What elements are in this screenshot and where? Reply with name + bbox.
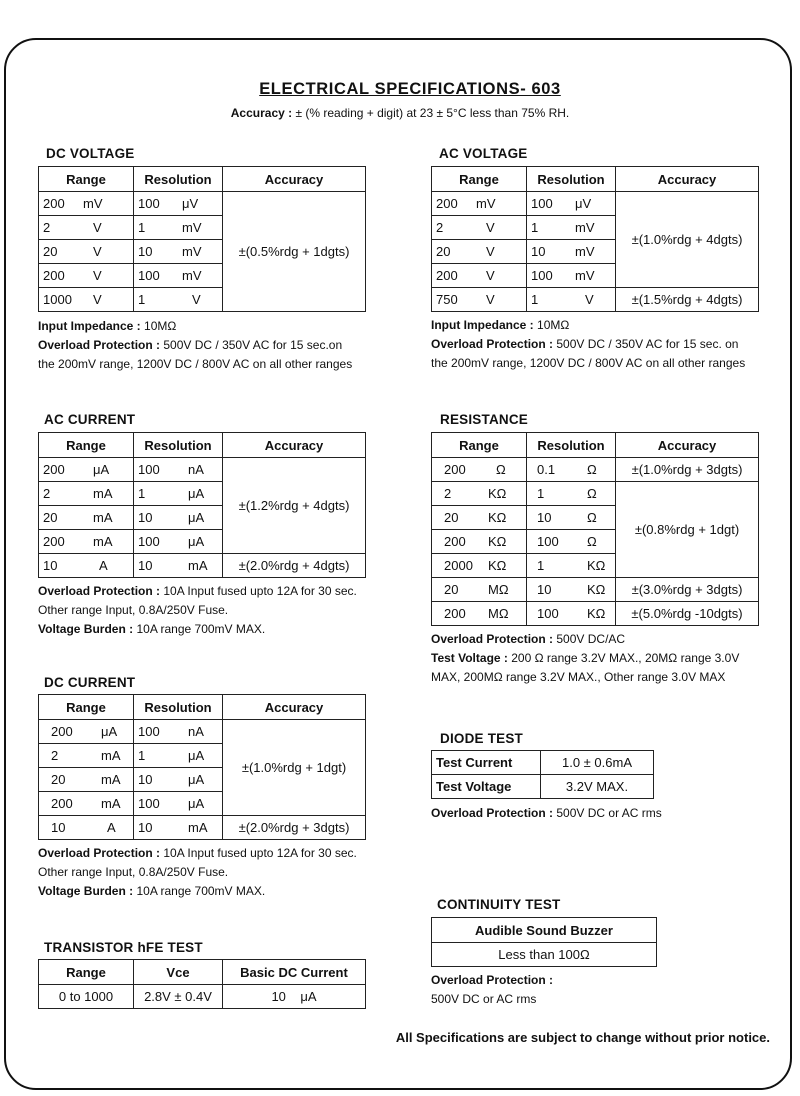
- table-row: Audible Sound Buzzer: [432, 918, 657, 943]
- ac-voltage-title: AC VOLTAGE: [439, 146, 528, 161]
- transistor-test-title: TRANSISTOR hFE TEST: [44, 940, 203, 955]
- resistance-table: Range Resolution Accuracy 200 Ω 0.1 Ω ±(1.0%rdg + 3dgts) 2 KΩ 1 Ω ±(0.8%rdg + 1dgt) 20 KΩ 10 Ω 200 KΩ 100 Ω 2000 KΩ 1 KΩ 20 MΩ 10 KΩ ±(3.0%rdg + 3dgts) 200 MΩ 100 KΩ ±(5.0%rdg -10dgts): [431, 432, 759, 626]
- table-row: 2 V 1 mV: [39, 216, 366, 240]
- table-row: Less than 100Ω: [432, 943, 657, 967]
- dc-current-table: Range Resolution Accuracy 200 μA 100 nA ±(1.0%rdg + 1dgt) 2 mA 1 μA 20 mA 10 μA 200 mA 100 μA 10 A 10 mA ±(2.0%rdg + 3dgts): [38, 694, 366, 840]
- resistance-title: RESISTANCE: [440, 412, 529, 427]
- accuracy-cell: ±(1.0%rdg + 3dgts): [616, 458, 759, 482]
- table-row: 20 V 10 mV: [432, 240, 759, 264]
- accuracy-cell: ±(0.8%rdg + 1dgt): [616, 482, 759, 578]
- header-resolution: Resolution: [134, 167, 223, 192]
- continuity-test-title: CONTINUITY TEST: [437, 897, 561, 912]
- table-row: 20 V 10 mV: [39, 240, 366, 264]
- table-row: 200 mV 100 μV ±(0.5%rdg + 1dgts): [39, 192, 366, 216]
- page-title: ELECTRICAL SPECIFICATIONS- 603: [259, 80, 561, 98]
- continuity-notes: Overload Protection : 500V DC or AC rms: [431, 973, 554, 1006]
- table-row: 20 MΩ 10 KΩ ±(3.0%rdg + 3dgts): [432, 578, 759, 602]
- footer-disclaimer: All Specifications are subject to change without prior notice.: [395, 1030, 770, 1045]
- table-row: 2 mA 1 μA: [39, 744, 366, 768]
- accuracy-cell: ±(5.0%rdg -10dgts): [616, 602, 759, 626]
- dc-current-notes: Overload Protection : 10A Input fused upto 12A for 30 sec. Other range Input, 0.8A/250V Fuse. Voltage Burden : 10A range 700mV MAX.: [38, 846, 357, 898]
- accuracy-cell: ±(1.5%rdg + 4dgts): [616, 288, 759, 312]
- table-row: 200 mV 100 μV ±(1.0%rdg + 4dgts): [432, 192, 759, 216]
- table-row: 10 A 10 mA ±(2.0%rdg + 4dgts): [39, 554, 366, 578]
- table-row: 200 μA 100 nA ±(1.2%rdg + 4dgts): [39, 458, 366, 482]
- accuracy-note: [0, 106, 800, 120]
- table-row: 20 KΩ 10 Ω: [432, 506, 759, 530]
- accuracy-cell: ±(1.0%rdg + 4dgts): [616, 192, 759, 288]
- table-row: 750 V 1 V ±(1.5%rdg + 4dgts): [432, 288, 759, 312]
- ac-current-title: AC CURRENT: [44, 412, 136, 427]
- continuity-test-table: [431, 917, 657, 967]
- dc-voltage-title: DC VOLTAGE: [46, 146, 135, 161]
- table-row: 2000 KΩ 1 KΩ: [432, 554, 759, 578]
- diode-test-title: DIODE TEST: [440, 731, 524, 746]
- header-range: Range: [39, 167, 134, 192]
- accuracy-text: ± (% reading + digit) at 23 ± 5°C less than 75% RH.: [295, 106, 570, 120]
- table-row: 200 mA 100 μA: [39, 530, 366, 554]
- table-row: 10 A 10 mA ±(2.0%rdg + 3dgts): [39, 816, 366, 840]
- header-accuracy: Accuracy: [223, 167, 366, 192]
- accuracy-cell: ±(2.0%rdg + 4dgts): [223, 554, 366, 578]
- table-row: Test Voltage 3.2V MAX.: [432, 775, 654, 799]
- accuracy-cell: ±(1.0%rdg + 1dgt): [223, 720, 366, 816]
- table-row: 2 V 1 mV: [432, 216, 759, 240]
- accuracy-cell: ±(2.0%rdg + 3dgts): [223, 816, 366, 840]
- table-row: 2 KΩ 1 Ω ±(0.8%rdg + 1dgt): [432, 482, 759, 506]
- ac-voltage-notes: Input Impedance : 10MΩ Overload Protection : 500V DC / 350V AC for 15 sec. on the 200mV range, 1200V DC / 800V AC on all other ranges: [431, 318, 746, 370]
- dc-voltage-notes: Input Impedance : 10MΩ Overload Protection : 500V DC / 350V AC for 15 sec.on the 200mV range, 1200V DC / 800V AC on all other ranges: [38, 319, 353, 371]
- transistor-test-table: Range Vce Basic DC Current 0 to 1000 2.8V ± 0.4V 10 μA: [38, 959, 366, 1009]
- table-row: 200 Ω 0.1 Ω ±(1.0%rdg + 3dgts): [432, 458, 759, 482]
- table-row: 20 mA 10 μA: [39, 506, 366, 530]
- table-row: 0 to 1000 2.8V ± 0.4V 10 μA: [39, 985, 366, 1009]
- table-row: 200 V 100 mV: [39, 264, 366, 288]
- table-row: 200 MΩ 100 KΩ ±(5.0%rdg -10dgts): [432, 602, 759, 626]
- ac-voltage-table: Range Resolution Accuracy 200 mV 100 μV ±(1.0%rdg + 4dgts) 2 V 1 mV 20 V 10 mV 200 V 100 mV 750 V 1 V ±(1.5%rdg + 4dgts): [431, 166, 759, 312]
- accuracy-cell: ±(1.2%rdg + 4dgts): [223, 458, 366, 554]
- ac-current-notes: Overload Protection : 10A Input fused upto 12A for 30 sec. Other range Input, 0.8A/250V Fuse. Voltage Burden : 10A range 700mV MAX.: [38, 584, 357, 636]
- dc-current-title: DC CURRENT: [44, 675, 136, 690]
- accuracy-cell: ±(0.5%rdg + 1dgts): [223, 192, 366, 312]
- table-row: 20 mA 10 μA: [39, 768, 366, 792]
- table-row: 200 V 100 mV: [432, 264, 759, 288]
- table-row: 1000 V 1 V: [39, 288, 366, 312]
- diode-test-table: [431, 750, 654, 799]
- table-row: 200 KΩ 100 Ω: [432, 530, 759, 554]
- table-row: 200 mA 100 μA: [39, 792, 366, 816]
- accuracy-label: Accuracy :: [230, 106, 293, 120]
- resistance-notes: Overload Protection : 500V DC/AC Test Voltage : 200 Ω range 3.2V MAX., 20MΩ range 3.0V MAX, 200MΩ range 3.2V MAX., Other range 3.0V MAX: [431, 632, 740, 684]
- table-row: Test Current 1.0 ± 0.6mA: [432, 751, 654, 775]
- table-row: 2 mA 1 μA: [39, 482, 366, 506]
- accuracy-cell: ±(3.0%rdg + 3dgts): [616, 578, 759, 602]
- dc-voltage-table: [38, 166, 366, 312]
- table-row: 200 μA 100 nA ±(1.0%rdg + 1dgt): [39, 720, 366, 744]
- diode-notes: Overload Protection : 500V DC or AC rms: [431, 806, 662, 820]
- ac-current-table: Range Resolution Accuracy 200 μA 100 nA ±(1.2%rdg + 4dgts) 2 mA 1 μA 20 mA 10 μA 200 mA 100 μA 10 A 10 mA ±(2.0%rdg + 4dgts): [38, 432, 366, 578]
